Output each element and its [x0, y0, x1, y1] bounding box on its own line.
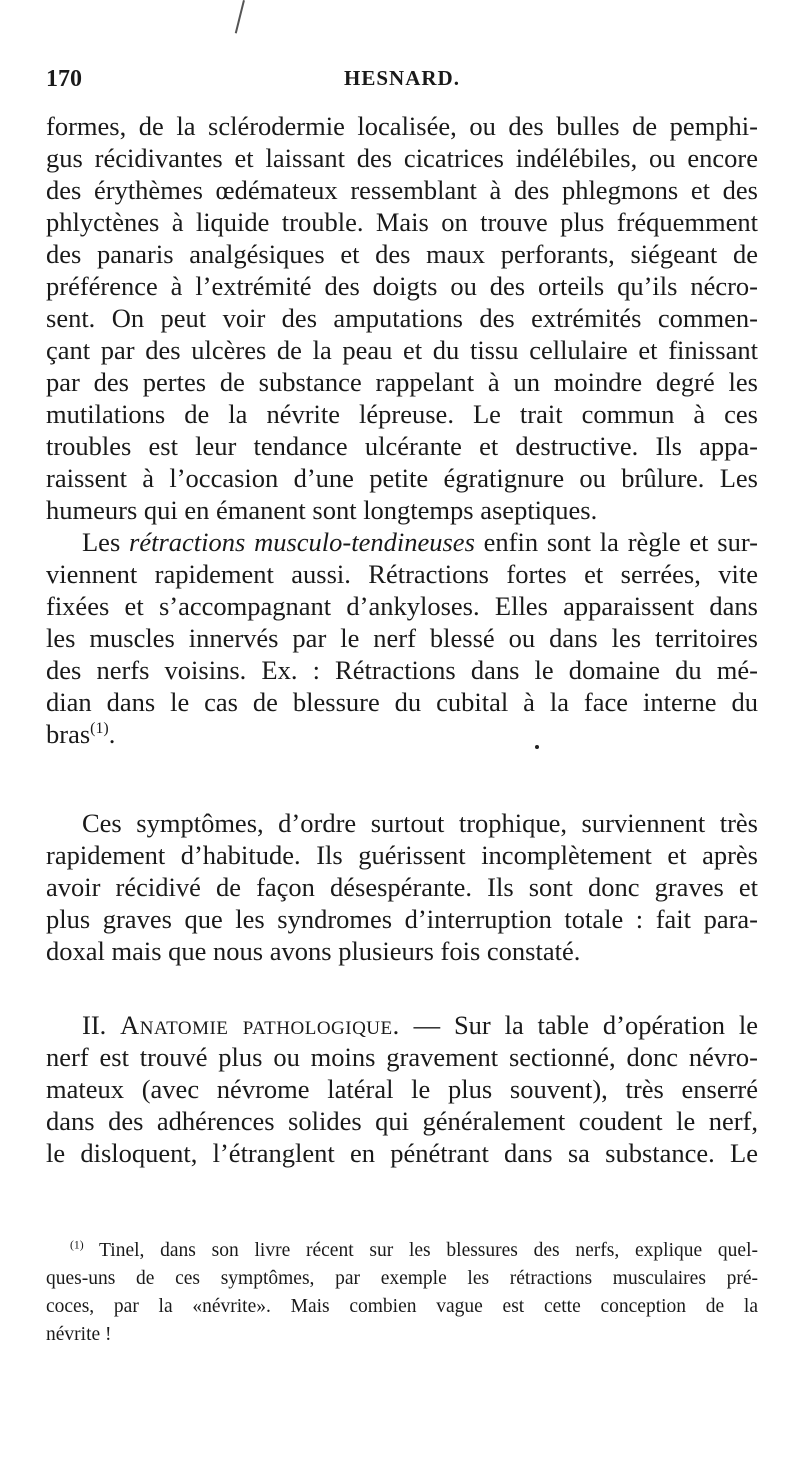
footnote — [46, 1237, 758, 1349]
text-span: . — [108, 719, 116, 749]
paragraph-symptoms — [46, 807, 758, 967]
text-line: fixées et s’accompagnant d’ankyloses. Elles apparaissent dans — [46, 591, 758, 621]
running-title: HESNARD. — [344, 66, 460, 90]
text-line: avoir récidivé de façon désespérante. Ils sont donc graves et — [46, 872, 758, 902]
text-span: bras — [46, 719, 91, 749]
text-span: Les — [82, 527, 130, 557]
text-line: troubles est leur tendance ulcérante et destructive. Ils appa- — [46, 431, 758, 461]
footnote-line: ques-uns de ces symptômes, par exemple les rétractions musculaires pré- — [46, 1268, 758, 1289]
text-line: le disloquent, l’étranglent en pénétrant dans sa substance. Le — [46, 1138, 758, 1168]
text-line: sent. On peut voir des amputations des extrémités commen- — [46, 303, 758, 333]
text-line: humeurs qui en émanent sont longtemps aseptiques. — [46, 495, 598, 525]
section-numeral: II. — [82, 1010, 121, 1040]
text-span: Sur la table d’opération le — [453, 1010, 758, 1040]
text-line: formes, de la sclérodermie localisée, ou des bulles de pemphi- — [46, 111, 758, 141]
text-line: doxal mais que nous avons plusieurs fois constaté. — [46, 936, 581, 966]
text-line: dian dans le cas de blessure du cubital à la face interne du — [46, 687, 758, 717]
text-line: des panaris analgésiques et des maux perforants, siégeant de — [46, 239, 758, 269]
section-heading: Anatomie pathologique. — [120, 1010, 400, 1040]
paragraph-trophic-lesions — [46, 110, 758, 750]
text-line — [46, 718, 758, 750]
text-line: des nerfs voisins. Ex. : Rétractions dans le domaine du mé- — [46, 655, 758, 685]
text-line: les muscles innervés par le nerf blessé ou dans les territoires — [46, 623, 758, 653]
footnote-line — [46, 1237, 758, 1265]
em-dash: — — [399, 1010, 454, 1040]
text-line: dans des adhérences solides qui généralement coudent le nerf, — [46, 1106, 758, 1136]
text-line: çant par des ulcères de la peau et du tissu cellulaire et finissant — [46, 335, 758, 365]
footnote-line: coces, par la «névrite». Mais combien vague est cette conception de la — [46, 1296, 758, 1317]
text-line: raissent à l’occasion d’une petite égratignure ou brûlure. Les — [46, 463, 758, 493]
text-line: phlyctènes à liquide trouble. Mais on trouve plus fréquemment — [46, 207, 758, 237]
footnote-marker: (1) — [70, 1238, 84, 1252]
text-line: préférence à l’extrémité des doigts ou des orteils qu’ils nécro- — [46, 271, 758, 301]
text-line: par des pertes de substance rappelant à un moindre degré les — [46, 367, 758, 397]
page-number: 170 — [46, 66, 82, 92]
text-line: mutilations de la névrite lépreuse. Le trait commun à ces — [46, 399, 758, 429]
text-line: plus graves que les syndromes d’interruption totale : fait para- — [46, 904, 758, 934]
text-span: Tinel, dans son livre récent sur les blessures des nerfs, explique quel- — [83, 1240, 758, 1261]
margin-pen-stroke — [235, 0, 245, 33]
text-line: mateux (avec névrome latéral le plus souvent), très enserré — [46, 1074, 758, 1104]
text-line: Ces symptômes, d’ordre surtout trophique, surviennent très — [82, 808, 758, 838]
section-heading-line — [46, 1009, 758, 1041]
print-speck — [535, 745, 539, 749]
italic-term: rétractions musculo-tendineuses — [129, 527, 475, 557]
text-line: rapidement d’habitude. Ils guérissent incomplètement et après — [46, 840, 758, 870]
section-anatomie-pathologique — [46, 1009, 758, 1169]
text-line: nerf est trouvé plus ou moins gravement sectionné, donc névro- — [46, 1042, 758, 1072]
text-span: enfin sont la règle et sur- — [474, 527, 758, 557]
page-header — [46, 66, 758, 100]
text-line: gus récidivantes et laissant des cicatrices indélébiles, ou encore — [46, 143, 758, 173]
footnote-reference: (1) — [90, 720, 109, 738]
footnote-line: névrite ! — [46, 1324, 112, 1345]
text-line: des érythèmes œdémateux ressemblant à des phlegmons et des — [46, 175, 758, 205]
text-line — [46, 526, 758, 558]
text-line: viennent rapidement aussi. Rétractions fortes et serrées, vite — [46, 559, 758, 589]
